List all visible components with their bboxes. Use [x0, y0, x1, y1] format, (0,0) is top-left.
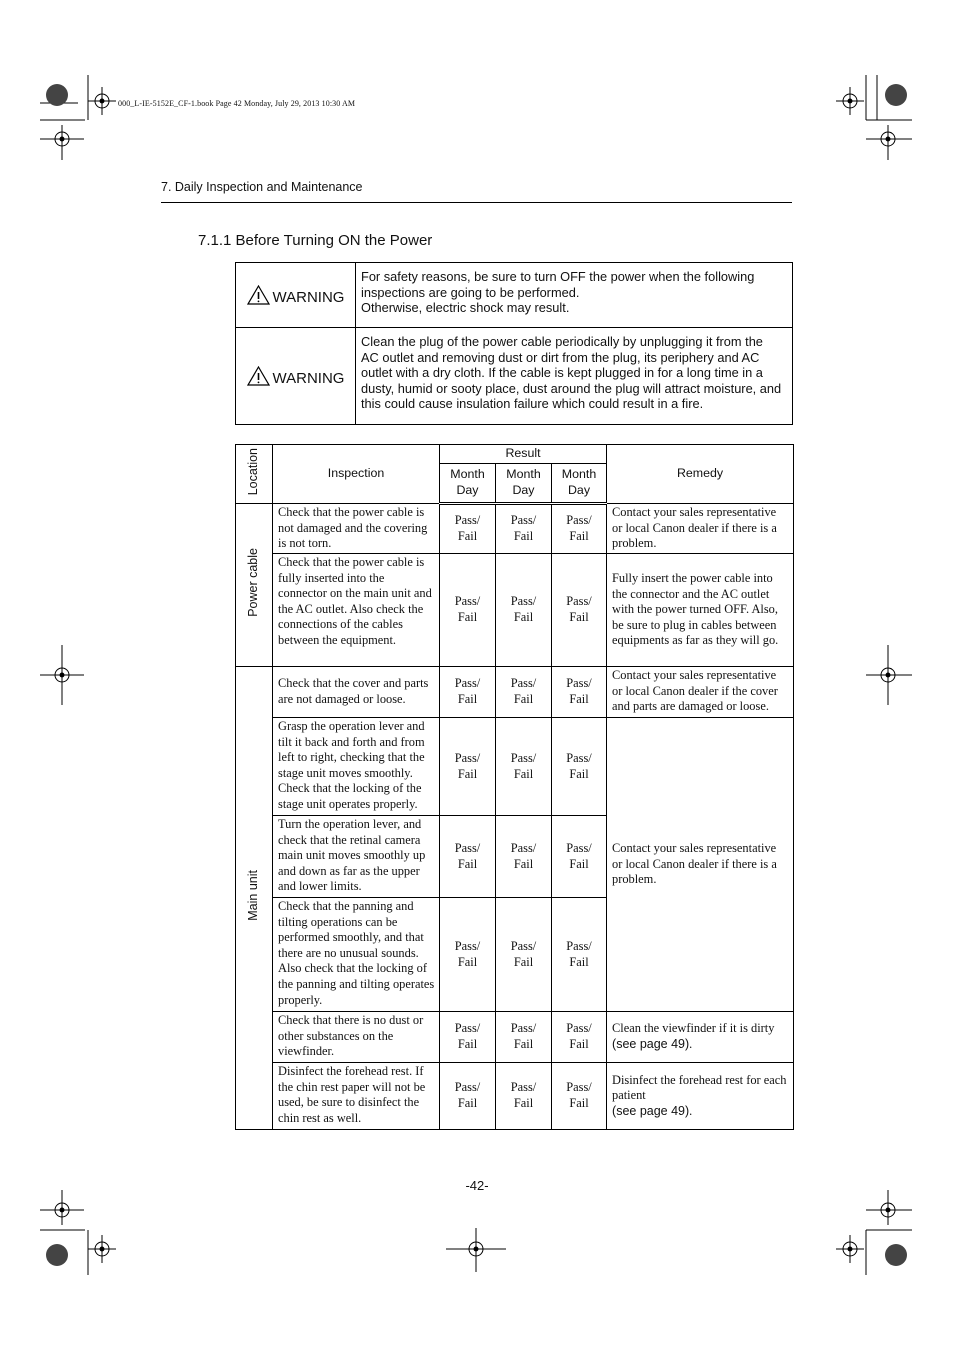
result-cell: Pass/ Fail: [496, 898, 552, 1012]
inspection-cell: Grasp the operation lever and tilt it back and forth and from left to right, checking that the stage unit moves smoothly. Check that the locking of the stage unit operates properly.: [273, 718, 440, 816]
header-month-day: Month Day: [496, 464, 552, 504]
page-number: -42-: [465, 1178, 489, 1193]
warning-triangle-icon: [247, 366, 270, 386]
header-month-day: Month Day: [552, 464, 607, 504]
warning-line: For safety reasons, be sure to turn OFF the power when the following: [361, 269, 755, 284]
table-row: [236, 554, 794, 667]
remedy-cell: Contact your sales representative or local Canon dealer if there is a problem.: [607, 718, 794, 1012]
warning-line: AC outlet and removing dust or dirt from the plug, its periphery and AC: [361, 349, 760, 365]
result-cell: Pass/ Fail: [552, 1063, 607, 1130]
result-cell: Pass/ Fail: [440, 816, 496, 898]
remedy-cell: Fully insert the power cable into the connector and the AC outlet with the power turned OFF. Also, be sure to plug in cables between equipments as far as they will go.: [607, 554, 794, 667]
header-location: Location: [236, 445, 273, 504]
result-cell: Pass/ Fail: [552, 667, 607, 718]
result-cell: Pass/ Fail: [552, 816, 607, 898]
header-rule: [161, 202, 792, 203]
inspection-table: [235, 444, 794, 1130]
sub-heading: 7.1.1 Before Turning ON the Power: [198, 232, 433, 249]
result-cell: Pass/ Fail: [552, 554, 607, 667]
warning-label: WARNING: [272, 288, 345, 306]
result-cell: Pass/ Fail: [496, 1063, 552, 1130]
page-reference: (see page 49): [612, 1037, 690, 1051]
remedy-cell: Contact your sales representative or local Canon dealer if there is a problem.: [607, 504, 794, 554]
warning-text: [356, 263, 793, 328]
warning-text: [356, 328, 793, 425]
inspection-cell: Check that the panning and tilting operations can be performed smoothly, and that there are no unusual sounds. Also check that the locking of the panning and tilting operates properly.: [273, 898, 440, 1012]
warning-label-cell: [236, 263, 356, 328]
table-row: [236, 1063, 794, 1130]
result-cell: Pass/ Fail: [440, 898, 496, 1012]
warning-line: inspections are going to be performed.: [361, 284, 580, 300]
remedy-cell: Clean the viewfinder if it is dirty (see page 49).: [607, 1012, 794, 1063]
section-header: 7. Daily Inspection and Maintenance: [161, 180, 363, 194]
location-main-unit: Main unit: [236, 667, 273, 1130]
table-row: [236, 667, 794, 718]
warning-label-cell: [236, 328, 356, 425]
print-info: 000_L-IE-5152E_CF-1.book Page 42 Monday, July 29, 2013 10:30 AM: [118, 99, 356, 108]
result-cell: Pass/ Fail: [496, 816, 552, 898]
inspection-cell: Check that there is no dust or other substances on the viewfinder.: [273, 1012, 440, 1063]
header-result: Result: [440, 445, 607, 464]
warning-row: [236, 328, 793, 425]
header-remedy: Remedy: [607, 445, 794, 504]
remedy-cell: Disinfect the forehead rest for each patient (see page 49).: [607, 1063, 794, 1130]
result-cell: Pass/ Fail: [552, 1012, 607, 1063]
result-cell: Pass/ Fail: [552, 504, 607, 554]
result-cell: Pass/ Fail: [440, 1063, 496, 1130]
header-row: [236, 445, 794, 464]
result-cell: Pass/ Fail: [496, 504, 552, 554]
page-reference: (see page 49): [612, 1103, 690, 1118]
result-cell: Pass/ Fail: [440, 554, 496, 667]
inspection-cell: Disinfect the forehead rest. If the chin rest paper will not be used, be sure to disinfect the chin rest as well.: [273, 1063, 440, 1130]
inspection-cell: Turn the operation lever, and check that the retinal camera main unit moves smoothly up and down as far as the upper and lower limits.: [273, 816, 440, 898]
warning-line: Otherwise, electric shock may result.: [361, 300, 570, 316]
result-cell: Pass/ Fail: [496, 718, 552, 816]
result-cell: Pass/ Fail: [440, 1012, 496, 1063]
inspection-cell: Check that the power cable is not damaged and the covering is not torn.: [273, 504, 440, 554]
header-month-day: Month Day: [440, 464, 496, 504]
result-cell: Pass/ Fail: [440, 667, 496, 718]
warning-triangle-icon: [247, 285, 270, 305]
warning-line: this could cause insulation failure which could result in a fire.: [361, 396, 704, 412]
result-cell: Pass/ Fail: [440, 504, 496, 554]
table-row: [236, 504, 794, 554]
warning-line: Clean the plug of the power cable periodically by unplugging it from the: [361, 334, 763, 349]
header-inspection: Inspection: [273, 445, 440, 504]
warning-label: WARNING: [272, 369, 345, 387]
result-cell: Pass/ Fail: [496, 554, 552, 667]
table-row: [236, 718, 794, 816]
location-power-cable: Power cable: [236, 504, 273, 667]
result-cell: Pass/ Fail: [440, 718, 496, 816]
result-cell: Pass/ Fail: [552, 718, 607, 816]
inspection-cell: Check that the power cable is fully inserted into the connector on the main unit and the AC outlet. Also check the connections of the cables between the equipment.: [273, 554, 440, 667]
result-cell: Pass/ Fail: [496, 667, 552, 718]
result-cell: Pass/ Fail: [552, 898, 607, 1012]
warning-line: outlet with a dry cloth. If the cable is kept plugged in for a long time in a: [361, 365, 763, 381]
remedy-cell: Contact your sales representative or local Canon dealer if the cover and parts are damaged or loose.: [607, 667, 794, 718]
warning-row: [236, 263, 793, 328]
warning-line: dusty, humid or sooty place, dust around the plug will attract moisture, and: [361, 380, 782, 396]
warning-table: [235, 262, 793, 425]
table-row: [236, 1012, 794, 1063]
inspection-cell: Check that the cover and parts are not damaged or loose.: [273, 667, 440, 718]
result-cell: Pass/ Fail: [496, 1012, 552, 1063]
